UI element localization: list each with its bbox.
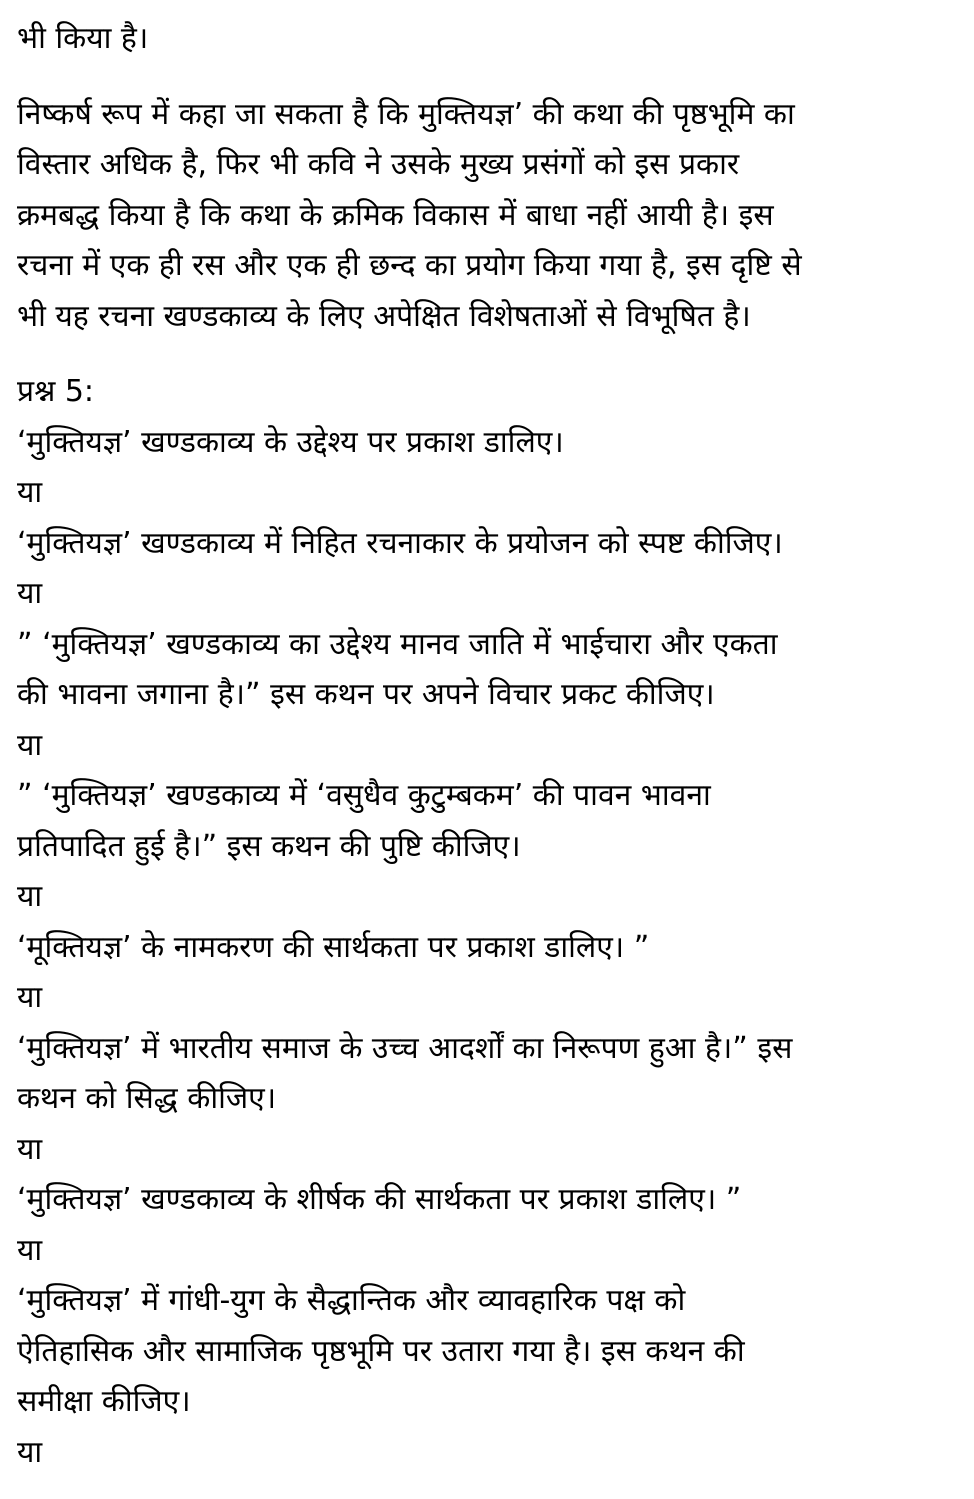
conclusion-line-5: भी यह रचना खण्डकाव्य के लिए अपेक्षित विशेषताओं से विभूषित है। — [17, 298, 751, 334]
question-line-3: ‘मुक्तियज्ञ’ खण्डकाव्य में निहित रचनाकार के प्रयोजन को स्पष्ट कीजिए। — [17, 525, 783, 561]
question-line-14: कथन को सिद्ध कीजिए। — [17, 1081, 277, 1116]
conclusion-line-1: निष्कर्ष रूप में कहा जा सकता है कि मुक्तियज्ञ’ की कथा की पृष्ठभूमि का — [17, 96, 795, 132]
question-block — [17, 367, 962, 1478]
conclusion-line-4: रचना में एक ही रस और एक ही छन्द का प्रयोग किया गया है, इस दृष्टि से — [17, 248, 802, 283]
question-line-20: समीक्षा कीजिए। — [17, 1384, 191, 1419]
or-separator: या — [17, 879, 43, 914]
or-separator: या — [17, 980, 43, 1015]
question-line-18: ‘मुक्तियज्ञ’ में गांधी-युग के सैद्धान्तिक और व्यावहारिक पक्ष को — [17, 1283, 686, 1318]
or-separator: या — [17, 475, 43, 510]
or-separator: या — [17, 1232, 43, 1268]
question-line-6: की भावना जगाना है।” इस कथन पर अपने विचार प्रकट कीजिए। — [17, 677, 715, 712]
conclusion-line-3: क्रमबद्ध किया है कि कथा के क्रमिक विकास में बाधा नहीं आयी है। इस — [17, 197, 774, 233]
paragraph-gap — [17, 342, 962, 367]
intro-tail-line: भी किया है। — [17, 21, 149, 56]
conclusion-paragraph — [17, 90, 962, 343]
question-line-8: ” ‘मुक्तियज्ञ’ खण्डकाव्य में ‘वसुधैव कुटुम्बकम’ की पावन भावना — [17, 778, 711, 813]
question-line-19: ऐतिहासिक और सामाजिक पृष्ठभूमि पर उतारा गया है। इस कथन की — [17, 1333, 745, 1369]
question-line-16: ‘मुक्तियज्ञ’ खण्डकाव्य के शीर्षक की सार्थकता पर प्रकाश डालिए। ” — [17, 1182, 742, 1217]
question-line-9: प्रतिपादित हुई है।” इस कथन की पुष्टि कीजिए। — [17, 828, 521, 864]
question-line-5: ” ‘मुक्तियज्ञ’ खण्डकाव्य का उद्देश्य मानव जाति में भाईचारा और एकता — [17, 626, 778, 662]
question-heading: प्रश्न 5: — [17, 374, 95, 409]
paragraph-gap — [17, 65, 962, 90]
or-separator: या — [17, 727, 43, 763]
conclusion-line-2: विस्तार अधिक है, फिर भी कवि ने उसके मुख्य प्रसंगों को इस प्रकार — [17, 147, 740, 182]
or-separator: या — [17, 1434, 43, 1470]
or-separator: या — [17, 1131, 43, 1167]
question-line-11: ‘मूक्तियज्ञ’ के नामकरण की सार्थकता पर प्रकाश डालिए। ” — [17, 929, 650, 965]
question-line-13: ‘मुक्तियज्ञ’ में भारतीय समाज के उच्च आदर्शों का निरूपण हुआ है।” इस — [17, 1030, 793, 1066]
or-separator: या — [17, 576, 43, 611]
document-page — [17, 14, 962, 1478]
question-line-1: ‘मुक्तियज्ञ’ खण्डकाव्य के उद्देश्य पर प्रकाश डालिए। — [17, 424, 564, 460]
